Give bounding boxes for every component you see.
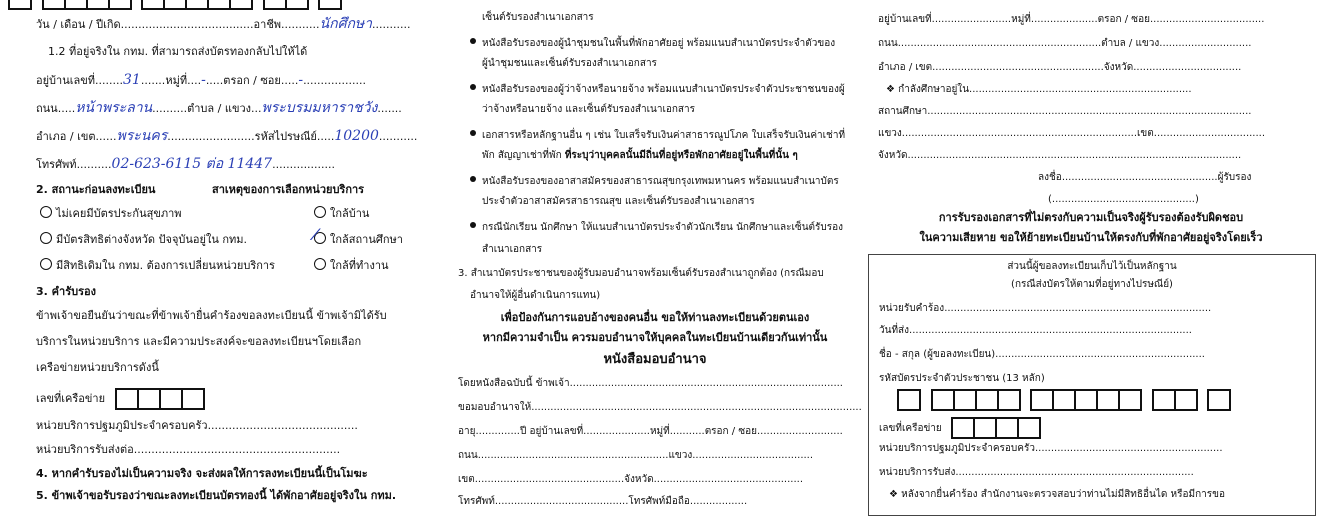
warning-line-1: เพื่อป้องกันการแอบอ้างของคนอื่น ขอให้ท่านลงทะเบียนด้วยตนเอง: [500, 311, 810, 324]
c3-khwaeng-row: แขวง..........................................................................เขต...................................: [878, 128, 1266, 139]
c3-road-row: ถนน................................................................ตำบล / แขวง.............................: [878, 38, 1252, 49]
diamond-icon: ❖: [886, 84, 899, 95]
c3-after-row: ❖ หลังจากยื่นคำร้อง สำนักงานจะตรวจสอบว่าท่านไม่มีสิทธิอื่นได หรือมีการขอ: [889, 489, 1225, 500]
bullet-icon: [470, 176, 476, 182]
id-box[interactable]: [897, 389, 921, 411]
radio-circle[interactable]: [40, 232, 52, 244]
network-box[interactable]: [137, 388, 161, 410]
bullet-4b: ประจำตัวอาสาสมัครสาธารณสุข และเซ็นต์รับรองสำเนาเอกสาร: [482, 196, 755, 207]
house-no-value[interactable]: 31: [123, 72, 141, 88]
id-box[interactable]: [953, 389, 977, 411]
id-box[interactable]: [1052, 389, 1076, 411]
column-certification: [862, 0, 1320, 500]
section-3-text-3: เครือข่ายหน่วยบริการดังนี้: [36, 361, 159, 374]
road-value[interactable]: หน้าพระลาน: [75, 100, 153, 116]
warning-line-2: หากมีความจำเป็น ควรมอบอำนาจให้บุคคลในทะเบียนบ้านเดียวกันเท่านั้น: [482, 331, 828, 344]
c3-province-row: จังหวัด.........................................................................................................: [878, 150, 1242, 161]
id-box[interactable]: [207, 0, 231, 10]
id-box[interactable]: [42, 0, 66, 10]
item-3b: อำนาจให้ผู้อื่นดำเนินการแทน): [470, 290, 601, 301]
option-near-school[interactable]: ⁄ ใกล้สถานศึกษา: [314, 225, 403, 246]
keep-subtitle: (กรณีส่งบัตรให้ตามที่อยู่ทางไปรษณีย์): [1011, 279, 1173, 290]
section-2-reason-title: สาเหตุของการเลือกหน่วยบริการ: [212, 183, 365, 196]
bullet-icon: [470, 38, 476, 44]
bullet-3a: เอกสารหรือหลักฐานอื่น ๆ เช่น ใบเสร็จรับเงินค่าสาธารณูปโภค ใบเสร็จรับเงินค่าเช่าที่: [470, 128, 845, 144]
bullet-1b: ผู้นำชุมชนและเซ็นต์รับรองสำเนาเอกสาร: [482, 58, 657, 69]
option-near-work[interactable]: ใกล้ที่ทำงาน: [314, 258, 389, 274]
road-row: ถนน.....หน้าพระลาน..........ตำบล / แขวง...พระบรมมหาราชวัง.......: [36, 100, 402, 116]
id-box[interactable]: [163, 0, 187, 10]
poa-line-2: ขอมอบอำนาจให้........................................................................................................: [458, 402, 862, 413]
c3-primary-row: หน่วยบริการปฐมภูมิประจำครอบครัว...........................................................: [879, 443, 1223, 454]
c3-note-1: การรับรองเอกสารที่ไม่ตรงกับความเป็นจริงผู้รับรองต้องรับผิดชอบ: [938, 211, 1244, 224]
network-box[interactable]: [159, 388, 183, 410]
birthdate-row: วัน / เดือน / ปีเกิด......................................อาชีพ...........นักศึกษา...........: [36, 16, 411, 32]
poa-line-3: อายุ..............ปี อยู่บ้านเลขที่.....................หมู่ที่...........ตรอก / ซอย...........................: [458, 426, 843, 437]
postcode-value[interactable]: 10200: [334, 128, 379, 144]
bullet-5b: สำเนาเอกสาร: [482, 244, 543, 255]
id-box[interactable]: [64, 0, 88, 10]
section-4: 4. หากคำรับรองไม่เป็นความจริง จะส่งผลให้การลงทะเบียนนี้เป็นโมฆะ: [36, 467, 368, 480]
bullet-icon: [470, 130, 476, 136]
bullet-icon: [470, 84, 476, 90]
bullet-4a: หนังสือรับรองของอาสาสมัครของสาธารณสุขกรุงเทพมหานคร พร้อมแนบสำเนาบัตร: [470, 174, 839, 190]
c3-studying-row: ❖ กำลังศึกษาอยู่ใน......................................................................: [886, 84, 1192, 95]
option-near-home[interactable]: ใกล้บ้าน: [314, 206, 369, 222]
id-box[interactable]: [1074, 389, 1098, 411]
c3-paren-row: (.............................................): [1048, 194, 1199, 205]
network-box[interactable]: [995, 417, 1019, 439]
id-box[interactable]: [1096, 389, 1120, 411]
soi-value[interactable]: -: [298, 72, 304, 88]
poa-line-1: โดยหนังสือฉบับนี้ ข้าพเจ้า......................................................................................: [458, 378, 843, 389]
bullet-3b: พัก สัญญาเช่าที่พัก ที่ระบุว่าบุคคลนั้นมีถิ่นที่อยู่หรือพักอาศัยอยู่ในพื้นที่นั้น ๆ: [482, 150, 798, 161]
occupation-value[interactable]: นักศึกษา: [319, 16, 373, 32]
id-boxes: [897, 389, 1229, 411]
subdistrict-value[interactable]: พระบรมมหาราชวัง: [261, 100, 378, 116]
phone-value[interactable]: 02-623-6115 ต่อ 11447: [111, 156, 273, 172]
section-3-text-1: ข้าพเจ้าขอยืนยันว่าขณะที่ข้าพเจ้ายื่นคำร้องขอลงทะเบียนนี้ ข้าพเจ้ามิได้รับ: [36, 309, 387, 322]
column-documents: [450, 0, 862, 507]
option-never[interactable]: ไม่เคยมีบัตรประกันสุขภาพ: [40, 206, 182, 222]
district-value[interactable]: พระนคร: [116, 128, 168, 144]
receiver-row: หน่วยรับคำร้อง....................................................................................: [879, 303, 1212, 314]
id-box[interactable]: [229, 0, 253, 10]
network-box[interactable]: [1017, 417, 1041, 439]
house-row: อยู่บ้านเลขที่........31.......หมู่ที่....-.....ตรอก / ซอย.....-..................: [36, 72, 367, 88]
district-row: อำเภอ / เขต......พระนคร.........................รหัสไปรษณีย์.....10200...........: [36, 128, 418, 144]
id-box[interactable]: [931, 389, 955, 411]
bullet-2b: ว่าจ้างหรือนายจ้าง และเซ็นต์รับรองสำเนาเอกสาร: [482, 104, 696, 115]
radio-circle[interactable]: [314, 206, 326, 218]
poa-line-5: เขต...............................................จังหวัด...............................................: [458, 474, 804, 485]
c3-referral-row: หน่วยบริการรับส่ง...........................................................................: [879, 467, 1194, 478]
bullet-icon: [470, 222, 476, 228]
id-box[interactable]: [263, 0, 287, 10]
cont-line: เซ็นต์รับรองสำเนาเอกสาร: [482, 12, 594, 23]
id-label: รหัสบัตรประจำตัวประชาชน (13 หลัก): [879, 373, 1045, 384]
radio-circle[interactable]: [40, 206, 52, 218]
bullet-5a: กรณีนักเรียน นักศึกษา ให้แนบสำเนาบัตรประจำตัวนักเรียน นักศึกษาและเซ็นต์รับรอง: [470, 220, 843, 236]
option-bkk-change[interactable]: มีสิทธิเดิมใน กทม. ต้องการเปลี่ยนหน่วยบริการ: [40, 258, 275, 274]
section-2-title: 2. สถานะก่อนลงทะเบียน: [36, 183, 156, 196]
keep-title: ส่วนนี้ผู้ขอลงทะเบียนเก็บไว้เป็นหลักฐาน: [1007, 261, 1177, 272]
c3-network-row: เลขที่เครือข่าย: [879, 417, 1039, 439]
item-3a: 3. สำเนาบัตรประชาชนของผู้รับมอบอำนาจพร้อมเซ็นต์รับรองสำเนาถูกต้อง (กรณีมอบ: [458, 268, 824, 279]
c3-school-row: สถานศึกษา......................................................................................................: [878, 106, 1252, 117]
c3-note-2: ในความเสียหาย ขอให้ย้ายทะเบียนบ้านให้ตรงกับที่พักอาศัยอยู่จริงโดยเร็ว: [919, 231, 1263, 244]
option-other-province[interactable]: มีบัตรสิทธิต่างจังหวัด ปัจจุบันอยู่ใน กทม.: [40, 232, 247, 248]
diamond-icon: ❖: [889, 489, 902, 500]
id-box[interactable]: [1030, 389, 1054, 411]
item-1-2: 1.2 ที่อยู่จริงใน กทม. ที่สามารถส่งบัตรทองกลับไปให้ได้: [48, 45, 308, 58]
poa-line-6: โทรศัพท์..........................................โทรศัพท์มือถือ..................: [458, 496, 748, 507]
radio-circle-checked[interactable]: [314, 225, 326, 244]
radio-circle[interactable]: [314, 258, 326, 270]
id-box[interactable]: [1174, 389, 1198, 411]
id-box[interactable]: [1118, 389, 1142, 411]
sent-date-row: วันที่ส่ง.........................................................................................: [879, 325, 1192, 336]
check-mark-icon: ⁄: [314, 225, 317, 244]
id-box[interactable]: [285, 0, 309, 10]
referral-unit-row: หน่วยบริการรับส่งต่อ...........................................................: [36, 443, 341, 456]
name-row: ชื่อ - สกุล (ผู้ขอลงทะเบียน)..................................................................: [879, 349, 1205, 360]
network-box[interactable]: [973, 417, 997, 439]
network-row: เลขที่เครือข่าย: [36, 388, 203, 410]
id-box[interactable]: [8, 0, 32, 10]
moo-value[interactable]: -: [201, 72, 206, 88]
network-box[interactable]: [951, 417, 975, 439]
id-box[interactable]: [1207, 389, 1231, 411]
poa-line-4: ถนน............................................................แขวง......................................: [458, 450, 814, 461]
column-registration: [0, 0, 440, 500]
id-box[interactable]: [108, 0, 132, 10]
section-3-text-2: บริการในหน่วยบริการ และมีความประสงค์จะขอลงทะเบียนฯโดยเลือก: [36, 335, 362, 348]
keep-section-box: [868, 254, 1316, 516]
section-3-title: 3. คำรับรอง: [36, 285, 96, 298]
id-box[interactable]: [1152, 389, 1176, 411]
id-box[interactable]: [86, 0, 110, 10]
network-box[interactable]: [181, 388, 205, 410]
primary-unit-row: หน่วยบริการปฐมภูมิประจำครอบครัว...........................................: [36, 419, 358, 432]
id-box[interactable]: [997, 389, 1021, 411]
phone-row: โทรศัพท์..........02-623-6115 ต่อ 11447..................: [36, 156, 336, 172]
id-box[interactable]: [318, 0, 342, 10]
c3-district-row: อำเภอ / เขต......................................................จังหวัด..................................: [878, 62, 1242, 73]
id-boxes-top: [8, 0, 340, 10]
c3-sign-row: ลงชื่อ.................................................ผู้รับรอง: [1038, 172, 1252, 183]
c3-house-row: อยู่บ้านเลขที่.........................หมู่ที่.....................ตรอก / ซอย....................................: [878, 14, 1265, 25]
radio-circle[interactable]: [40, 258, 52, 270]
section-5: 5. ข้าพเจ้าขอรับรองว่าขณะลงทะเบียนบัตรทองนี้ ได้พักอาศัยอยู่จริงใน กทม.: [36, 489, 397, 502]
poa-title: หนังสือมอบอำนาจ: [603, 352, 707, 367]
bullet-1a: หนังสือรับรองของผู้นำชุมชนในพื้นที่พักอาศัยอยู่ พร้อมแนบสำเนาบัตรประจำตัวของ: [470, 36, 835, 52]
id-box[interactable]: [975, 389, 999, 411]
id-box[interactable]: [141, 0, 165, 10]
network-box[interactable]: [115, 388, 139, 410]
id-box[interactable]: [185, 0, 209, 10]
bullet-2a: หนังสือรับรองของผู้ว่าจ้างหรือนายจ้าง พร้อมแนบสำเนาบัตรประจำตัวประชาชนของผู้: [470, 82, 845, 98]
